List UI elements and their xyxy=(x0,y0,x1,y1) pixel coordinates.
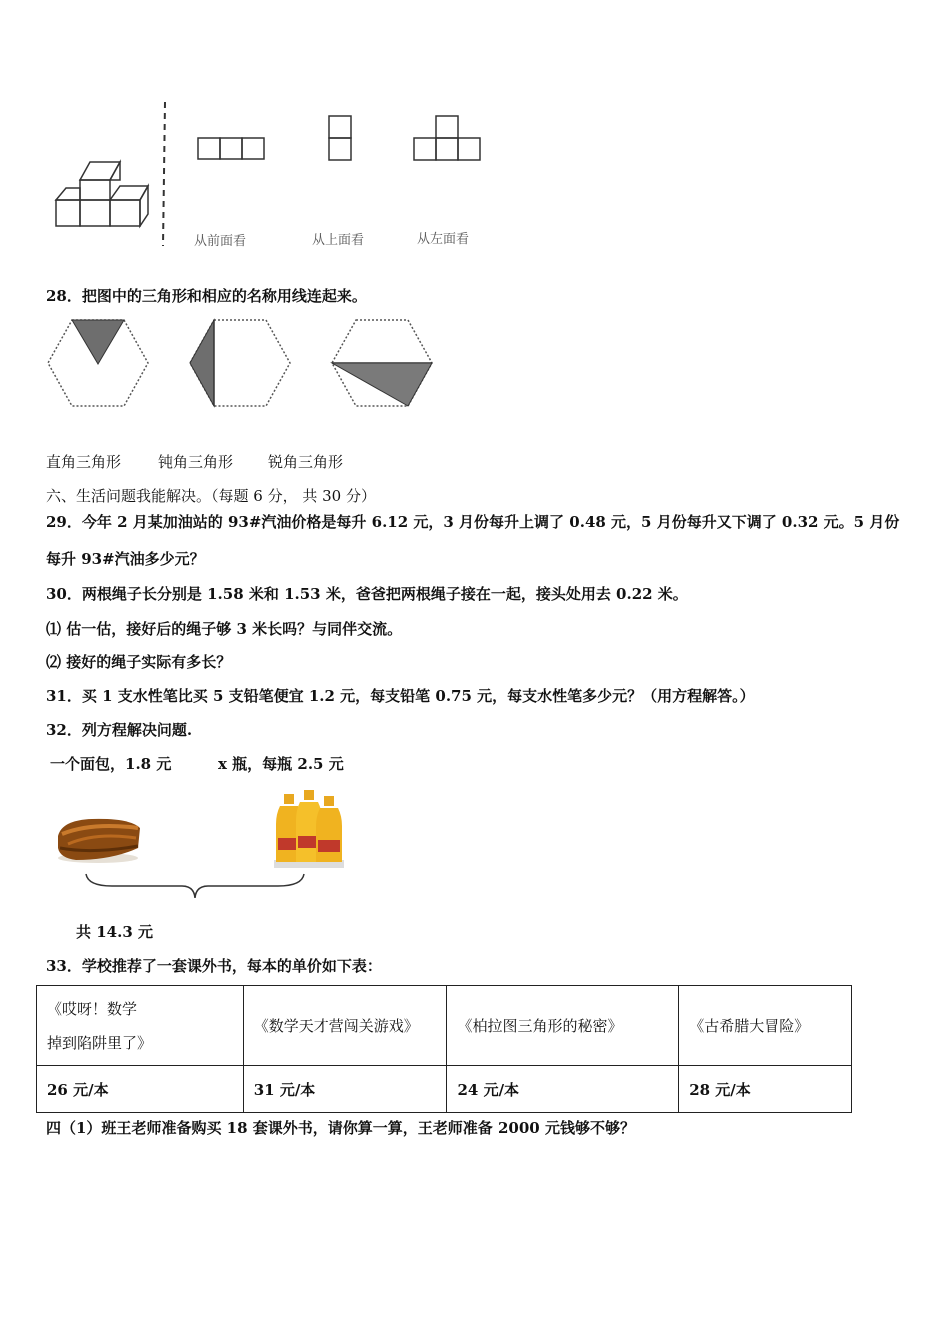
table-cell-price: 28 元/本 xyxy=(679,1066,852,1113)
q31-text: 31．买 1 支水性笔比买 5 支铅笔便宜 1.2 元，每支铅笔 0.75 元，每支水性笔多少元？（用方程解答。） xyxy=(46,687,755,705)
table-cell-price: 24 元/本 xyxy=(447,1066,679,1113)
bread-image xyxy=(52,814,146,866)
top-view-figure xyxy=(326,114,356,162)
book-title-1-line1: 《哎呀！数学 xyxy=(47,999,138,1018)
left-view-label: 从左面看 xyxy=(417,232,470,247)
q30-text: 30．两根绳子长分别是 1.58 米和 1.53 米，爸爸把两根绳子接在一起，接头处用去 0.22 米。 xyxy=(46,585,688,603)
total-price-label: 共 14.3 元 xyxy=(76,923,153,941)
q28-text: 28．把图中的三角形和相应的名称用线连起来。 xyxy=(46,287,367,305)
q33-question: 四（1）班王老师准备购买 18 套课外书，请你算一算，王老师准备 2000 元钱够不够？ xyxy=(46,1119,635,1137)
q30-sub2: ⑵ 接好的绳子实际有多长？ xyxy=(46,653,232,671)
q29-line2: 每升 93#汽油多少元？ xyxy=(46,550,205,568)
front-view-figure xyxy=(196,136,268,162)
hexagon-figure-2 xyxy=(186,316,294,410)
bottle-price-label: x 瓶，每瓶 2.5 元 xyxy=(218,755,344,773)
q29-line1: 29．今年 2 月某加油站的 93#汽油价格是每升 6.12 元，3 月份每升上调了 0.48 元，5 月份每升又下调了 0.32 元。5 月份 xyxy=(46,513,900,531)
left-view-figure xyxy=(412,114,484,162)
q30-sub1: ⑴ 估一估，接好后的绳子够 3 米长吗？与同伴交流。 xyxy=(46,620,403,638)
table-cell-title xyxy=(37,986,244,1066)
curly-brace xyxy=(82,870,308,902)
table-cell-price: 26 元/本 xyxy=(37,1066,244,1113)
triangle-name-acute: 锐角三角形 xyxy=(268,453,344,471)
q32-text: 32．列方程解决问题. xyxy=(46,721,193,739)
book-price-table xyxy=(36,985,852,1113)
table-cell-price: 31 元/本 xyxy=(243,1066,447,1113)
front-view-label: 从前面看 xyxy=(194,234,247,249)
q33-text: 33．学校推荐了一套课外书，每本的单价如下表： xyxy=(46,957,382,975)
section-6-heading: 六、生活问题我能解决。（每题 6 分， 共 30 分） xyxy=(46,487,376,505)
table-cell-title: 《古希腊大冒险》 xyxy=(679,986,852,1066)
triangle-name-obtuse: 钝角三角形 xyxy=(158,453,234,471)
table-cell-title: 《数学天才营闯关游戏》 xyxy=(243,986,447,1066)
top-view-label: 从上面看 xyxy=(312,233,365,248)
hexagon-figure-1 xyxy=(44,316,152,410)
juice-bottles-image xyxy=(272,790,348,874)
hexagon-figure-3 xyxy=(328,316,436,410)
bread-price-label: 一个面包，1.8 元 xyxy=(50,755,172,773)
triangle-name-right: 直角三角形 xyxy=(46,453,122,471)
table-cell-title: 《柏拉图三角形的秘密》 xyxy=(447,986,679,1066)
cube-stack-figure xyxy=(50,158,150,232)
book-title-1-line2: 掉到陷阱里了》 xyxy=(47,1033,153,1052)
dashed-divider xyxy=(160,100,170,248)
